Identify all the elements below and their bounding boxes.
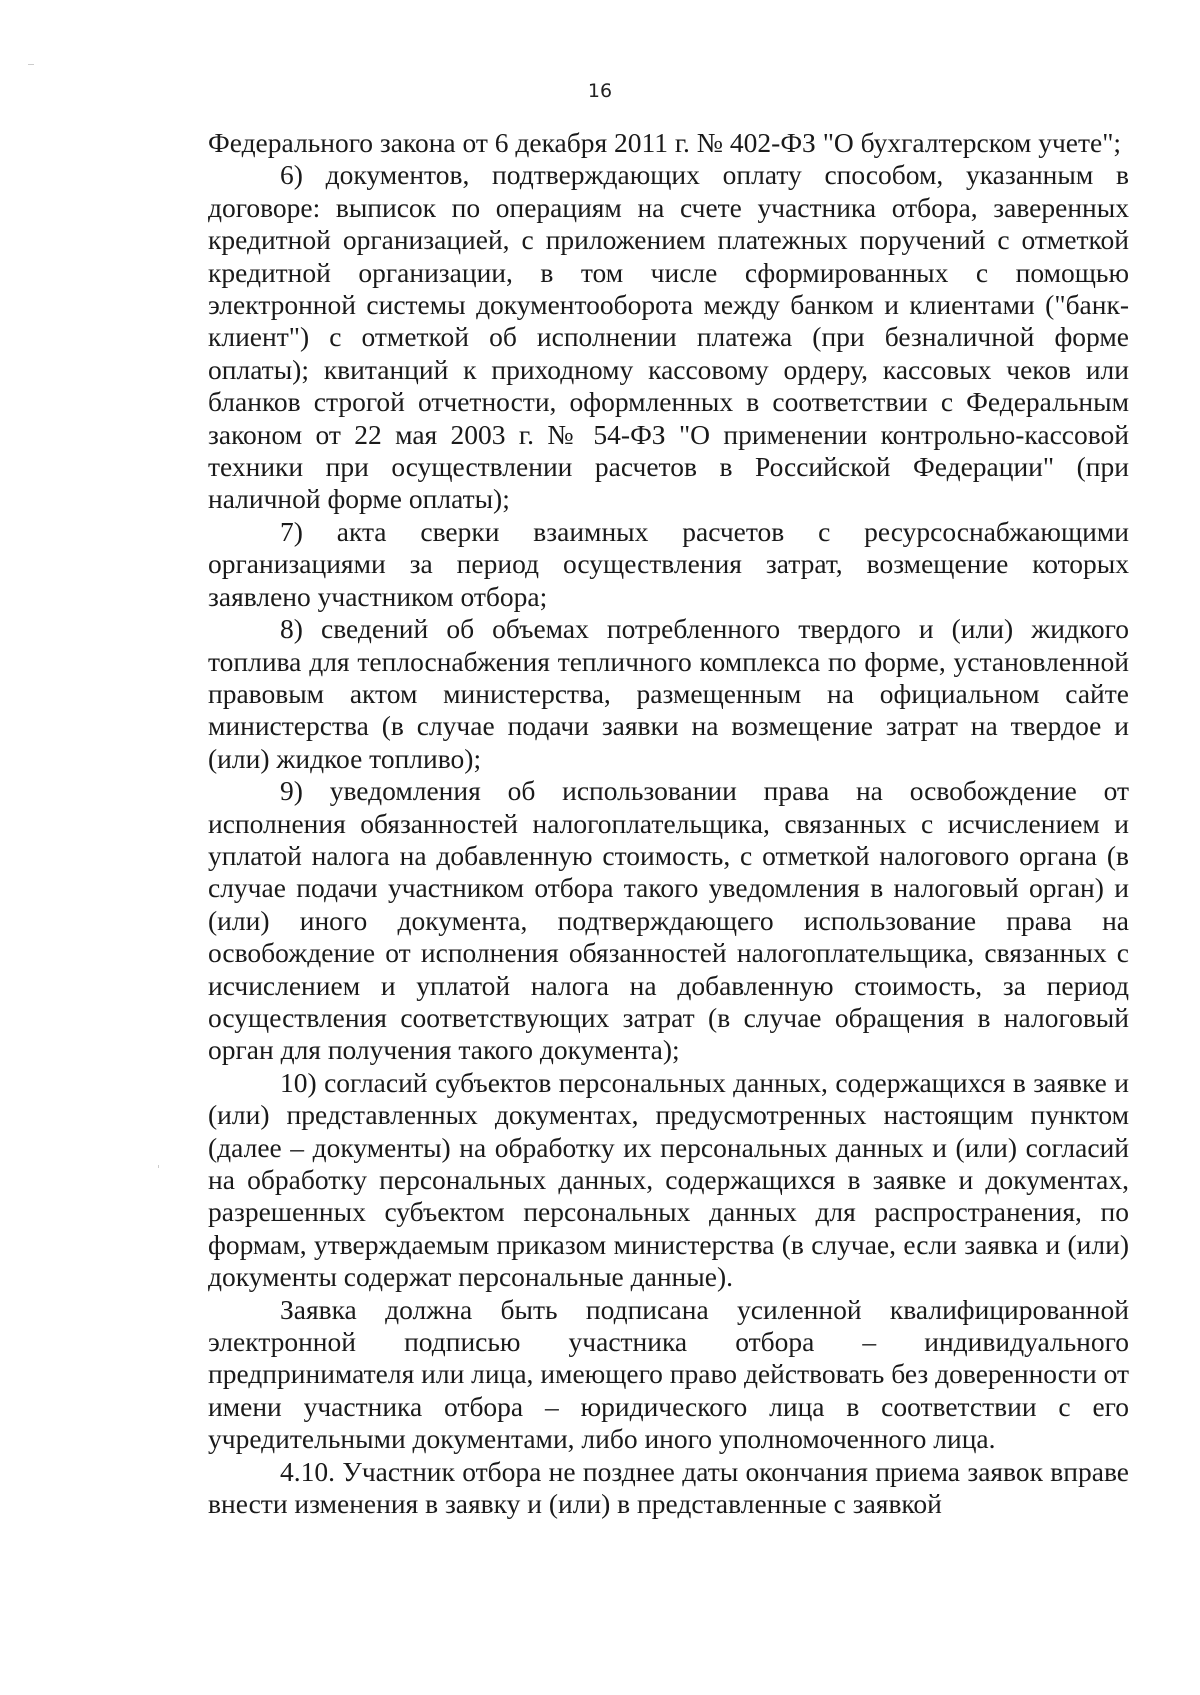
- scan-speck: [158, 1165, 159, 1168]
- page-number: 16: [587, 80, 613, 102]
- paragraph-4-10: 4.10. Участник отбора не позднее даты окончания приема заявок вправе внести изменения в заявку и (или) в представленные с заявкой: [208, 1455, 1129, 1520]
- paragraph-item-9: 9) уведомления об использовании права на освобождение от исполнения обязанностей налогоплательщика, связанных с исчислением и уплатой налога на добавленную стоимость, с отметкой налогового органа (в случае подачи участником отбора такого уведомления в налоговый орган) и (или) иного документа, подтверждающего использование права на освобождение от исполнения обязанностей налогоплательщика, связанных с исчислением и уплатой налога на добавленную стоимость, за период осуществления соответствующих затрат (в случае обращения в налоговый орган для получения такого документа);: [208, 775, 1129, 1066]
- paragraph-item-6: 6) документов, подтверждающих оплату способом, указанным в договоре: выписок по операциям на счете участника отбора, заверенных кредитной организацией, с приложением платежных поручений с отметкой кредитной организации, в том числе сформированных с помощью электронной системы документооборота между банком и клиентами ("банк-клиент") с отметкой об исполнении платежа (при безналичной форме оплаты); квитанций к приходному кассовому ордеру, кассовых чеков или бланков строгой отчетности, оформленных в соответствии с Федеральным законом от 22 мая 2003 г. № 54-ФЗ "О применении контрольно-кассовой техники при осуществлении расчетов в Российской Федерации" (при наличной форме оплаты);: [208, 159, 1129, 515]
- scan-speck: [28, 64, 34, 65]
- paragraph-item-7: 7) акта сверки взаимных расчетов с ресурсоснабжающими организациями за период осуществления затрат, возмещение которых заявлено участником отбора;: [208, 515, 1129, 612]
- document-body: [208, 127, 1129, 1520]
- paragraph-signature-requirement: Заявка должна быть подписана усиленной квалифицированной электронной подписью участника отбора – индивидуального предпринимателя или лица, имеющего право действовать без доверенности от имени участника отбора – юридического лица в соответствии с его учредительными документами, либо иного уполномоченного лица.: [208, 1293, 1129, 1455]
- paragraph-continuation: Федерального закона от 6 декабря 2011 г. № 402-ФЗ "О бухгалтерском учете";: [208, 127, 1122, 158]
- paragraph-item-10: 10) согласий субъектов персональных данных, содержащихся в заявке и (или) представленных документах, предусмотренных настоящим пунктом (далее – документы) на обработку их персональных данных и (или) согласий на обработку персональных данных, содержащихся в заявке и документах, разрешенных субъектом персональных данных для распространения, по формам, утверждаемым приказом министерства (в случае, если заявка и (или) документы содержат персональные данные).: [208, 1066, 1129, 1293]
- paragraph-item-8: 8) сведений об объемах потребленного твердого и (или) жидкого топлива для теплоснабжения тепличного комплекса по форме, установленной правовым актом министерства, размещенным на официальном сайте министерства (в случае подачи заявки на возмещение затрат на твердое и (или) жидкое топливо);: [208, 613, 1129, 774]
